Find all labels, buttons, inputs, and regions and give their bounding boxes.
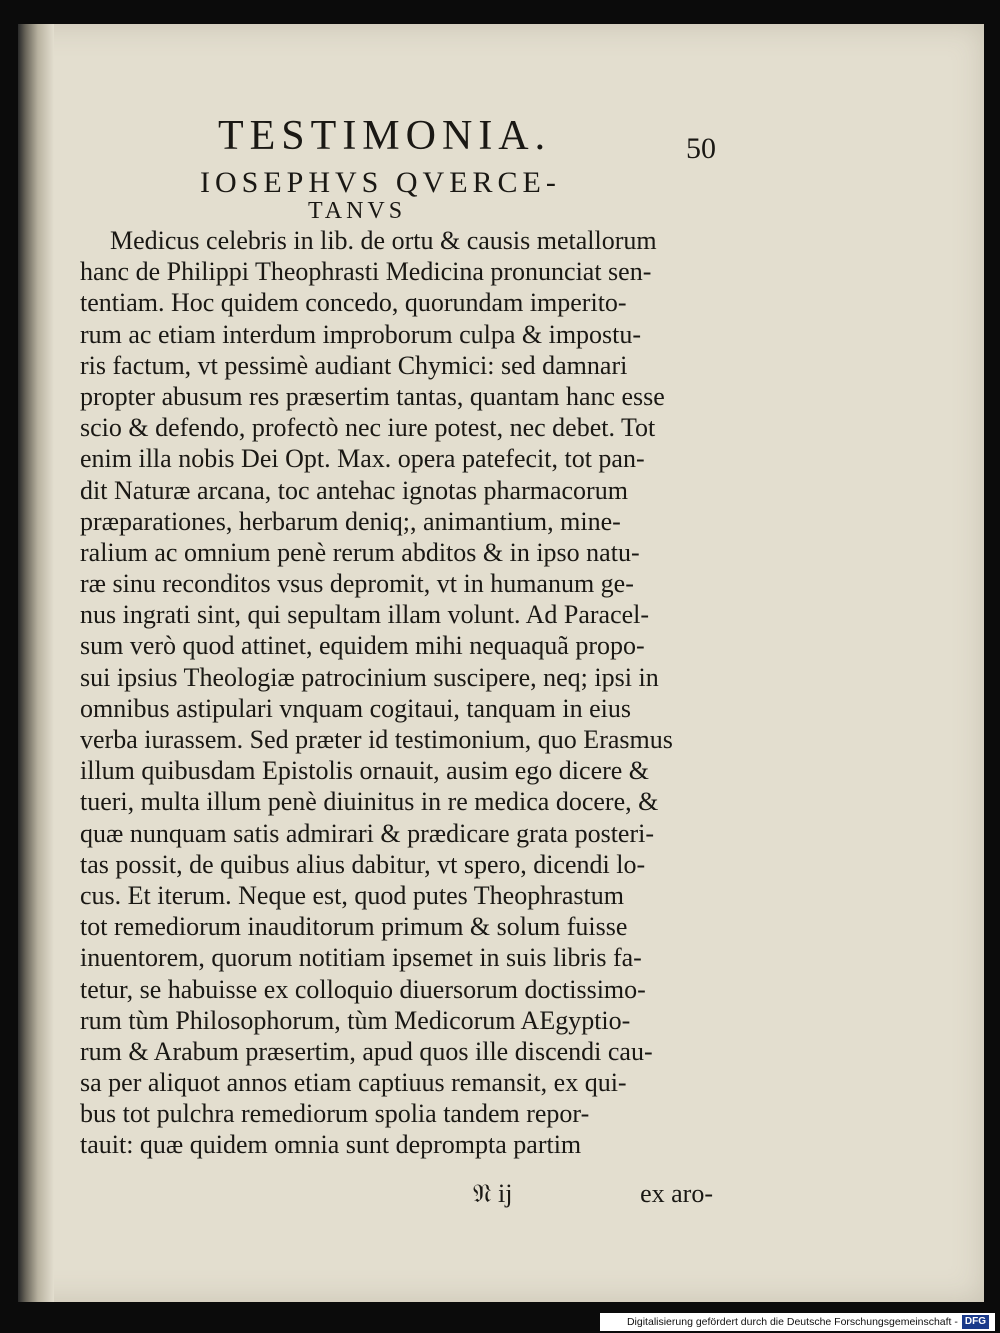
text-line: dit Naturæ arcana, toc antehac ignotas pharmacorum [80,475,628,505]
section-heading-line2: TANVS [308,198,407,224]
text-line: ræ sinu reconditos vsus depromit, vt in humanum ge- [80,569,634,599]
digitization-footer [600,1313,995,1331]
text-line: hanc de Philippi Theophrasti Medicina pronunciat sen- [80,257,652,287]
section-heading-line1: IOSEPHVS QVERCE- [200,166,561,199]
text-line: inuentorem, quorum notitiam ipsemet in suis libris fa- [80,943,642,973]
page-gutter [18,24,54,1302]
text-line: omnibus astipulari vnquam cogitaui, tanquam in eius [80,693,631,723]
text-line: tetur, se habuisse ex colloquio diuersorum doctissimo- [80,974,646,1004]
text-line: nus ingrati sint, qui sepultam illam volunt. Ad Paracel- [80,600,650,630]
text-line: propter abusum res præsertim tantas, quantam hanc esse [80,381,665,411]
text-line: tas possit, de quibus alius dabitur, vt spero, dicendi lo- [80,849,646,879]
body-text [80,225,720,1161]
text-line: illum quibusdam Epistolis ornauit, ausim ego dicere & [80,756,650,786]
text-line: bus tot pulchra remediorum spolia tandem repor- [80,1099,590,1129]
text-line: tauit: quæ quidem omnia sunt deprompta partim [80,1130,582,1160]
catch-line [473,1179,713,1215]
text-line: enim illa nobis Dei Opt. Max. opera patefecit, tot pan- [80,444,645,474]
text-line: præparationes, herbarum deniq;, animantium, mine- [80,506,621,536]
text-line: tot remediorum inauditorum primum & solum fuisse [80,912,628,942]
running-head: TESTIMONIA. [218,113,552,159]
text-line: verba iurassem. Sed præter id testimonium, quo Erasmus [80,725,673,754]
dfg-logo: DFG [962,1315,989,1329]
text-line: sum verò quod attinet, equidem mihi nequaquã propo- [80,631,645,661]
text-line: rum ac etiam interdum improborum culpa & impostu- [80,319,642,349]
text-line: tentiam. Hoc quidem concedo, quorundam imperito- [80,288,627,318]
text-line: sa per aliquot annos etiam captiuus remansit, ex qui- [80,1068,627,1098]
page-number: 50 [686,132,716,165]
text-line: ralium ac omnium penè rerum abditos & in ipso natu- [80,537,640,567]
signature-mark: 𝔑 ij [473,1179,513,1208]
text-line: rum tùm Philosophorum, tùm Medicorum AEgyptio- [80,1005,631,1035]
text-line: scio & defendo, profectò nec iure potest, nec debet. Tot [80,413,656,443]
catchword: ex aro- [640,1179,713,1208]
text-line: tueri, multa illum penè diuinitus in re medica docere, & [80,787,659,817]
text-line: sui ipsius Theologiæ patrocinium suscipere, neq; ipsi in [80,662,659,692]
book-page [18,24,984,1302]
footer-credit: Digitalisierung gefördert durch die Deutsche Forschungsgemeinschaft - [626,1316,958,1328]
text-line: rum & Arabum præsertim, apud quos ille discendi cau- [80,1036,653,1066]
text-line: ris factum, vt pessimè audiant Chymici: sed damnari [80,350,628,380]
text-line: Medicus celebris in lib. de ortu & causis metallorum [110,226,657,255]
text-line: quæ nunquam satis admirari & prædicare grata posteri- [80,818,655,848]
text-line: cus. Et iterum. Neque est, quod putes Theophrastum [80,880,624,910]
